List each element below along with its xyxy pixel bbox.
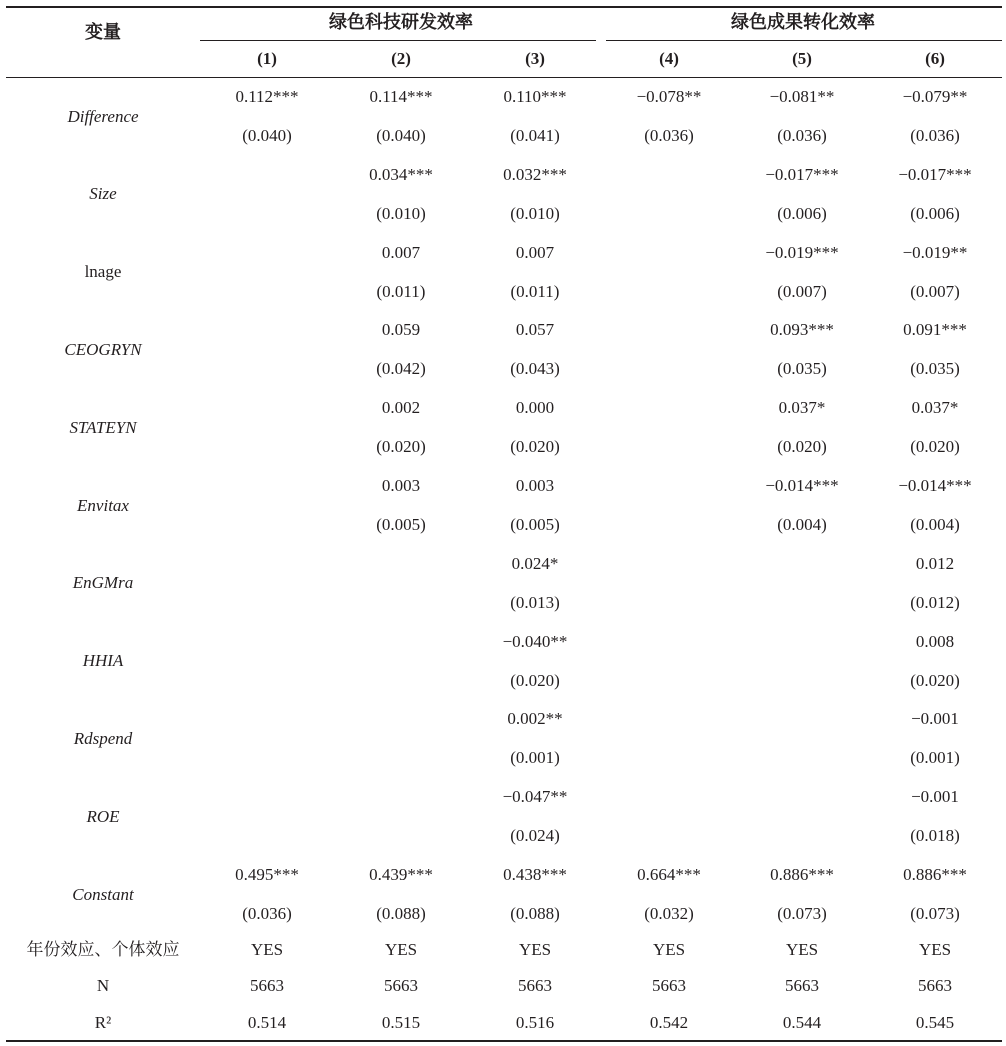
std-error-cell: (0.035) (910, 359, 960, 379)
coefficient-cell: 0.012 (915, 553, 955, 573)
coefficient-cell: −0.081** (769, 87, 835, 106)
variable-name: STATEYN (69, 417, 137, 437)
variable-name: Envitax (77, 495, 129, 515)
std-error-cell: (0.041) (510, 126, 560, 145)
std-error-cell: (0.020) (376, 437, 426, 457)
std-error-cell: (0.088) (376, 904, 426, 923)
footer-value-cell: YES (384, 940, 418, 959)
std-error-cell: (0.035) (777, 359, 827, 379)
coefficient-cell: 0.439*** (369, 865, 433, 884)
footer-row-label: N (96, 976, 110, 995)
std-error-cell: (0.040) (242, 126, 292, 145)
variable-name: CEOGRYN (64, 339, 142, 359)
std-error-cell: (0.042) (376, 359, 426, 379)
std-error-cell: (0.011) (376, 281, 426, 301)
coefficient-cell: 0.664*** (637, 865, 701, 884)
column-header-5: (5) (792, 49, 812, 68)
std-error-cell: (0.020) (910, 437, 960, 457)
coefficient-cell: −0.079** (902, 87, 968, 106)
coefficient-cell: 0.003 (381, 476, 421, 495)
coefficient-cell: −0.019** (902, 242, 968, 262)
std-error-cell: (0.024) (510, 826, 560, 846)
std-error-cell: (0.088) (510, 904, 560, 923)
variable-name: lnage (84, 262, 122, 282)
coefficient-cell: 0.024* (511, 553, 559, 573)
std-error-cell: (0.073) (777, 904, 827, 923)
footer-value-cell: 5663 (652, 976, 686, 995)
coefficient-cell: 0.110*** (503, 87, 567, 106)
footer-value-cell: YES (250, 940, 284, 959)
std-error-cell: (0.043) (510, 359, 560, 379)
coefficient-cell: 0.886*** (770, 865, 834, 884)
footer-value-cell: YES (918, 940, 952, 959)
group-header-transfer-efficiency: 绿色成果转化效率 (731, 12, 875, 33)
std-error-cell: (0.013) (510, 592, 560, 612)
footer-value-cell: 5663 (918, 976, 952, 995)
std-error-cell: (0.020) (510, 437, 560, 457)
coefficient-cell: −0.040** (502, 631, 568, 651)
variable-name: ROE (86, 806, 120, 826)
std-error-cell: (0.001) (510, 748, 560, 768)
column-header-1: (1) (257, 49, 277, 68)
variable-name: EnGMra (72, 573, 134, 593)
std-error-cell: (0.040) (376, 126, 426, 145)
coefficient-cell: 0.007 (515, 242, 555, 262)
std-error-cell: (0.073) (910, 904, 960, 923)
footer-value-cell: 5663 (250, 976, 284, 995)
footer-value-cell: 5663 (518, 976, 552, 995)
std-error-cell: (0.007) (777, 281, 827, 301)
footer-value-cell: 0.542 (649, 1013, 689, 1032)
variable-name: Size (89, 184, 117, 204)
std-error-cell: (0.036) (777, 126, 827, 145)
std-error-cell: (0.032) (644, 904, 694, 923)
coefficient-cell: −0.017*** (898, 164, 972, 184)
header-rule (6, 77, 1002, 78)
std-error-cell: (0.036) (644, 126, 694, 145)
bottom-rule (6, 1040, 1002, 1042)
variable-header: 变量 (85, 22, 121, 43)
std-error-cell: (0.020) (777, 437, 827, 457)
column-header-6: (6) (925, 49, 945, 68)
coefficient-cell: 0.000 (515, 398, 555, 418)
std-error-cell: (0.010) (510, 203, 560, 223)
coefficient-cell: 0.007 (381, 242, 421, 262)
coefficient-cell: 0.057 (515, 320, 555, 340)
footer-row-label: 年份效应、个体效应 (26, 940, 180, 960)
std-error-cell: (0.036) (242, 904, 292, 923)
column-header-4: (4) (659, 49, 679, 68)
footer-value-cell: YES (785, 940, 819, 959)
column-header-3: (3) (525, 49, 545, 68)
footer-value-cell: 0.544 (782, 1013, 822, 1032)
std-error-cell: (0.005) (510, 515, 560, 534)
std-error-cell: (0.004) (777, 515, 827, 534)
coefficient-cell: 0.114*** (369, 87, 433, 106)
coefficient-cell: 0.003 (515, 476, 555, 495)
std-error-cell: (0.018) (910, 826, 960, 846)
column-header-2: (2) (391, 49, 411, 68)
coefficient-cell: 0.091*** (903, 320, 967, 340)
coefficient-cell: 0.886*** (903, 865, 967, 884)
variable-name: Constant (72, 884, 134, 904)
coefficient-cell: −0.047** (502, 787, 568, 807)
footer-value-cell: 0.515 (381, 1013, 421, 1032)
coefficient-cell: 0.008 (915, 631, 955, 651)
top-rule (6, 6, 1002, 8)
group-header-rd-efficiency: 绿色科技研发效率 (329, 12, 473, 33)
footer-value-cell: 0.514 (247, 1013, 287, 1032)
coefficient-cell: 0.059 (381, 320, 421, 340)
variable-name: Rdspend (73, 728, 133, 748)
coefficient-cell: 0.034*** (369, 164, 433, 184)
std-error-cell: (0.006) (777, 203, 827, 223)
footer-value-cell: 0.545 (915, 1013, 955, 1032)
coefficient-cell: −0.017*** (765, 164, 839, 184)
coefficient-cell: −0.014*** (765, 476, 839, 495)
coefficient-cell: −0.001 (911, 787, 959, 807)
coefficient-cell: −0.014*** (898, 476, 972, 495)
coefficient-cell: −0.078** (636, 87, 702, 106)
group2-underline (606, 40, 1002, 41)
coefficient-cell: 0.495*** (235, 865, 299, 884)
footer-value-cell: YES (518, 940, 552, 959)
coefficient-cell: 0.032*** (503, 164, 567, 184)
std-error-cell: (0.020) (910, 670, 960, 690)
coefficient-cell: −0.019*** (765, 242, 839, 262)
std-error-cell: (0.005) (376, 515, 426, 534)
std-error-cell: (0.001) (910, 748, 960, 768)
std-error-cell: (0.011) (510, 281, 560, 301)
coefficient-cell: 0.002** (507, 709, 563, 729)
std-error-cell: (0.012) (910, 592, 960, 612)
footer-value-cell: YES (652, 940, 686, 959)
footer-value-cell: 5663 (785, 976, 819, 995)
std-error-cell: (0.010) (376, 203, 426, 223)
coefficient-cell: 0.037* (778, 398, 826, 418)
std-error-cell: (0.006) (910, 203, 960, 223)
variable-name: HHIA (82, 651, 124, 671)
variable-name: Difference (67, 106, 139, 126)
std-error-cell: (0.004) (910, 515, 960, 534)
coefficient-cell: 0.093*** (770, 320, 834, 340)
coefficient-cell: 0.112*** (235, 87, 299, 106)
std-error-cell: (0.020) (510, 670, 560, 690)
footer-value-cell: 5663 (384, 976, 418, 995)
std-error-cell: (0.007) (910, 281, 960, 301)
coefficient-cell: 0.037* (911, 398, 959, 418)
std-error-cell: (0.036) (910, 126, 960, 145)
group1-underline (200, 40, 596, 41)
coefficient-cell: 0.002 (381, 398, 421, 418)
footer-value-cell: 0.516 (515, 1013, 555, 1032)
coefficient-cell: 0.438*** (503, 865, 567, 884)
coefficient-cell: −0.001 (911, 709, 959, 729)
footer-row-label: R² (94, 1013, 112, 1032)
